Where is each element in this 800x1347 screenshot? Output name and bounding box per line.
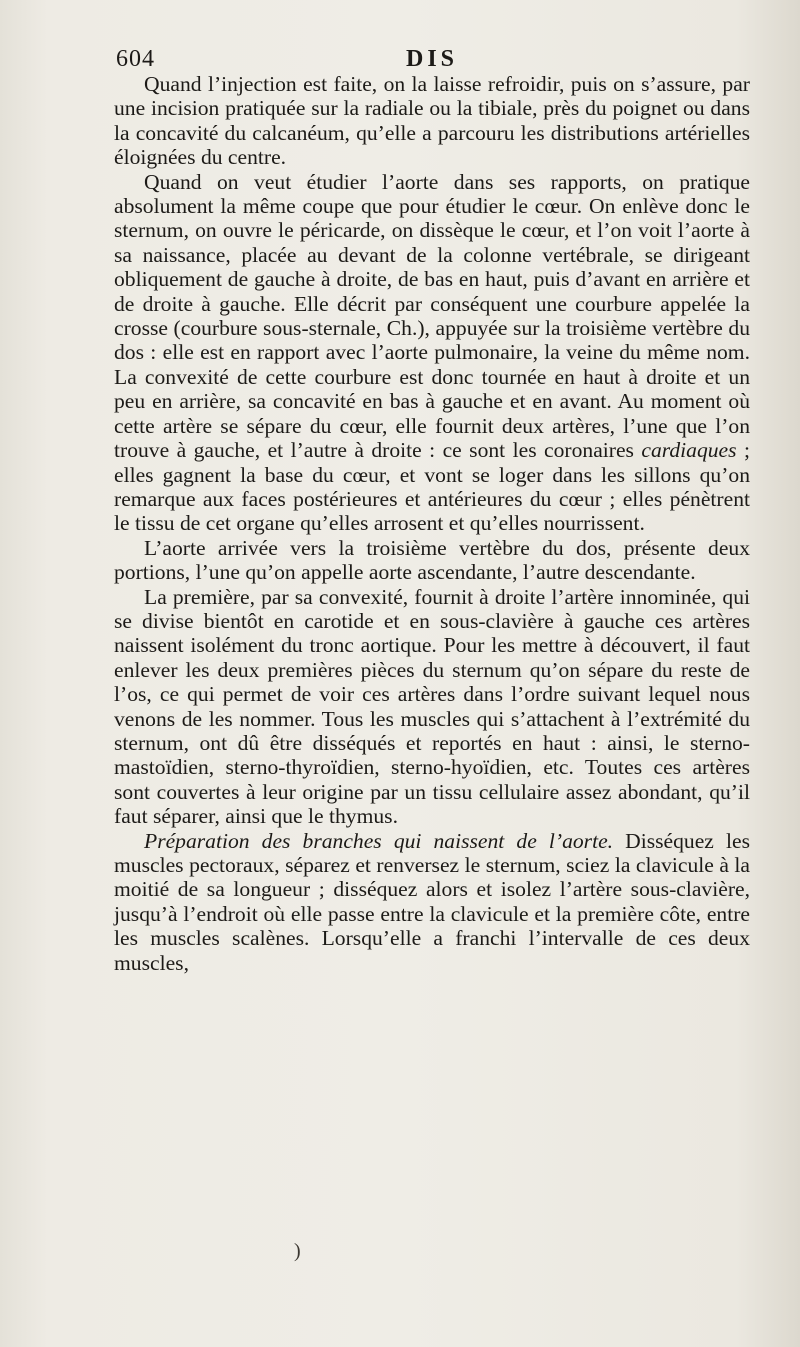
paragraph-text: La première, par sa convexité, fournit à droite l’artère innominée, qui se divise bientôt en carotide et en sous-clavière à gauche ces artères naissent isolément du tronc aortique. Pour les mettre à découvert, il faut enlever les deux premières pièces du sternum qu’on sépare du reste de l’os, ce qui permet de voir ces artères dans l’ordre suivant lequel nous venons de les nommer. Tous les muscles qui s’attachent à l’extrémité du sternum, ont dû être disséqués et reportés en haut : ainsi, le sterno-mastoïdien, sterno-thyroïdien, sterno-hyoïdien, etc. Toutes ces artères sont couvertes à leur origine par un tissu cellulaire assez abondant, qu’il faut séparer, ainsi que le thymus. xyxy=(114,584,750,829)
section-lead-italic: Préparation des branches qui naissent de l’aorte. xyxy=(144,828,614,853)
paragraph-text: Disséquez les muscles pectoraux, séparez et renversez le sternum, sciez la clavicule à la moitié de sa longueur ; disséquez alors et isolez l’artère sous-clavière, jusqu’à l’endroit où elle passe entre la clavicule et la première côte, entre les muscles scalènes. Lorsqu’elle a franchi l’intervalle de ces deux muscles, xyxy=(114,828,750,975)
paragraph-text-continued: ; elles gagnent la base du cœur, et vont se loger dans les sillons qu’on remarque aux faces postérieures et antérieures du cœur ; elles pénètrent le tissu de cet organe qu’elles arrosent et qu’elles nourrissent. xyxy=(114,438,750,536)
paragraph-deux-portions xyxy=(114,536,750,585)
running-head: DIS xyxy=(406,46,459,72)
paragraph-aorte-rapports xyxy=(114,170,750,536)
page-header xyxy=(116,42,696,76)
body-text xyxy=(114,72,750,975)
paragraph-preparation xyxy=(114,829,750,975)
paragraph-text: Quand on veut étudier l’aorte dans ses rapports, on pratique absolument la même coupe que pour étudier le cœur. On enlève donc le sternum, on ouvre le péricarde, on dissèque le cœur, et l’on voit l’aorte à sa naissance, placée au devant de la colonne vertébrale, se dirigeant obliquement de gauche à droite, de bas en haut, puis d’avant en arrière et de droite à gauche. Elle décrit par conséquent une courbure appelée la crosse (courbure sous-sternale, Ch.), appuyée sur la troisième vertèbre du dos : elle est en rapport avec l’aorte pulmonaire, la veine du même nom. La convexité de cette courbure est donc tournée en haut à droite et un peu en arrière, sa concavité en bas à gauche et en avant. Au moment où cette artère se sépare du cœur, elle fournit deux artères, l’une que l’on trouve à gauche, et l’autre à droite : ce sont les coronaires xyxy=(114,169,750,463)
paragraph-text: L’aorte arrivée vers la troisième vertèbre du dos, présente deux portions, l’une qu’on appelle aorte ascendante, l’autre descendante. xyxy=(114,535,750,585)
italic-term: cardiaques xyxy=(641,438,737,463)
paragraph-injection xyxy=(114,72,750,170)
paragraph-text: Quand l’injection est faite, on la laisse refroidir, puis on s’assure, par une incision pratiquée sur la radiale ou la tibiale, près du poignet ou dans la concavité du calcanéum, qu’elle a parcouru les distributions artérielles éloignées du centre. xyxy=(114,72,750,170)
page-number: 604 xyxy=(116,46,155,72)
paragraph-premiere-portion xyxy=(114,585,750,829)
footer-mark: ) xyxy=(294,1240,301,1262)
